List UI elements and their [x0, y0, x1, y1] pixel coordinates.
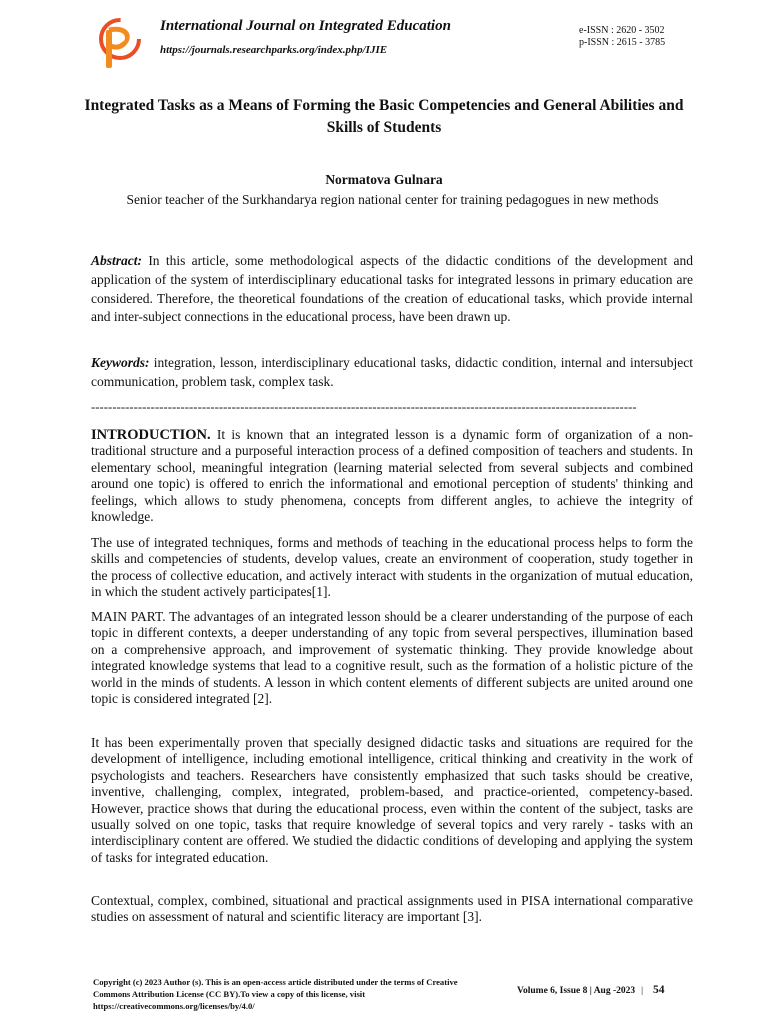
abstract-label: Abstract: [91, 253, 143, 268]
body-paragraph-5: Contextual, complex, combined, situational and practical assignments used in PISA international comparative studies on assessment of natural and scientific literacy are important [3]. [91, 893, 693, 925]
keywords-label: Keywords: [91, 355, 150, 370]
footer-volume-info [517, 984, 665, 996]
section-divider: -------------------------------------------------------------------------------------------------------------------------------- [91, 400, 637, 414]
author-affiliation: Senior teacher of the Surkhandarya region national center for training pedagogues in new methods [126, 192, 659, 207]
abstract-text: In this article, some methodological aspects of the didactic conditions of the development and application of the system of interdisciplinary educational tasks for integrated lessons in primary education are considered. Therefore, the theoretical foundations of the creation of educational tasks, which provide internal and inter-subject connections in the educational process, have been drawn up. [91, 253, 694, 325]
introduction-paragraph [91, 427, 693, 525]
abstract [91, 252, 693, 327]
footer-separator: | [641, 986, 644, 996]
volume-issue: Volume 6, Issue 8 | Aug -2023 [517, 986, 636, 996]
eissn: e-ISSN : 2620 - 3502 [579, 25, 665, 36]
article-title: Integrated Tasks as a Means of Forming the Basic Competencies and General Abilities and Skills of Students [84, 97, 684, 136]
body-paragraph-2: The use of integrated techniques, forms and methods of teaching in the educational process helps to form the skills and competencies of students, develop values, create an environment of cooperation, study together in the process of collective education, and actively interact with students in the organization of mutual education, in which the student actively participates[1]. [91, 535, 693, 600]
journal-logo-icon [97, 16, 143, 70]
page-number: 54 [653, 984, 665, 996]
journal-url-link[interactable]: https://journals.researchparks.org/index.php/IJIE [160, 44, 388, 56]
keywords [91, 354, 693, 392]
issn-block [579, 25, 665, 49]
footer-copyright: Copyright (c) 2023 Author (s). This is an open-access article distributed under the terms of Creative Commons Attribution License (CC BY).To view a copy of this license, visit https://creativecommons.org/licenses/by/4.0/ [93, 977, 458, 1011]
body-paragraph-4: It has been experimentally proven that specially designed didactic tasks and situations are required for the development of intelligence, including emotional intelligence, critical thinking and creativity in the work of psychologists and teachers. Researchers have consistently emphasized that such tasks should be creative, inventive, challenging, complex, integrated, problem-based, and practice-oriented, competency-based. However, practice shows that during the educational process, even within the content of the subject, tasks are usually solved on one topic, tasks that require knowledge of several topics and very rarely - tasks with an interdisciplinary content are offered. We studied the didactic conditions of developing and applying the system of tasks for integrated education. [91, 735, 693, 865]
introduction-heading: INTRODUCTION. [91, 427, 211, 443]
author-name: Normatova Gulnara [325, 172, 443, 187]
pissn: p-ISSN : 2615 - 3785 [579, 37, 666, 48]
main-part-paragraph: MAIN PART. The advantages of an integrated lesson should be a clearer understanding of the purpose of each topic in different contexts, a deeper understanding of any topic from several perspectives, illumination based on a comprehensive approach, and improvement of systematic thinking. They provide knowledge about integrated knowledge systems that lead to a cognitive result, such as the formation of a holistic picture of the world in the minds of students. A lesson in which content elements of different subjects are united around one topic is considered integrated [2]. [91, 609, 693, 707]
introduction-text: It is known that an integrated lesson is a dynamic form of organization of a non-traditional structure and a purposeful interaction process of a defined composition of teachers and students. In elementary school, meaningful integration (learning material selected from several subjects and combined around one topic) is offered to enrich the informational and emotional perception of students' thinking and feelings, which allows to study phenomena, concepts from different angles, to achieve the integrity of knowledge. [91, 427, 693, 525]
journal-title: International Journal on Integrated Education [160, 18, 451, 34]
keywords-text: integration, lesson, interdisciplinary educational tasks, didactic condition, internal and intersubject communication, problem task, complex task. [91, 355, 693, 389]
